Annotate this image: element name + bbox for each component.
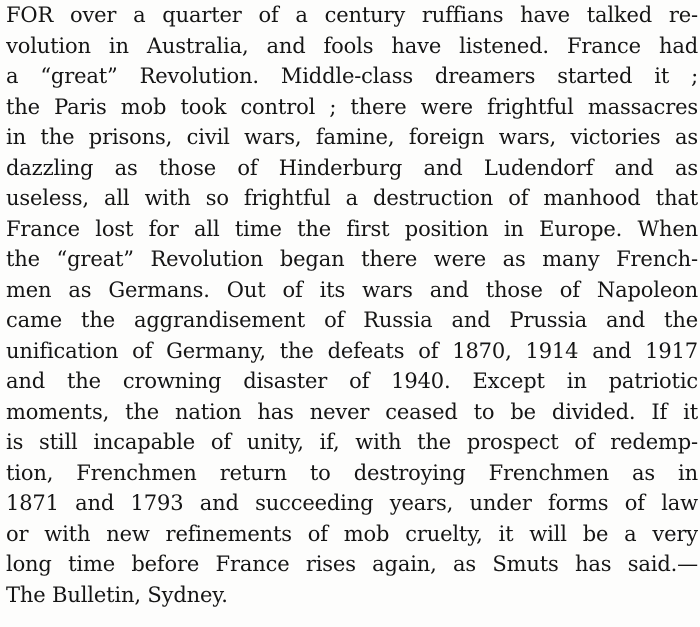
article-text (6, 0, 698, 610)
article-line: FOR over a quarter of a century ruffians have talked re- (6, 3, 698, 27)
article-line: unification of Germany, the defeats of 1870, 1914 and 1917 (6, 338, 698, 363)
article-line: a “great” Revolution. Middle-class dreamers started it ; (6, 64, 698, 88)
article-line: tion, Frenchmen return to destroying Frenchmen as in (6, 460, 698, 485)
article-source-line: The Bulletin, Sydney. (6, 582, 228, 607)
article-line: came the aggrandisement of Russia and Prussia and the (6, 308, 698, 332)
article-line: dazzling as those of Hinderburg and Ludendorf and as (6, 155, 698, 180)
article-line: moments, the nation has never ceased to be divided. If it (6, 399, 698, 424)
article-line: long time before France rises again, as Smuts has said.— (6, 552, 698, 576)
article-line: 1871 and 1793 and succeeding years, under forms of law (6, 491, 698, 515)
article-line: France lost for all time the first position in Europe. When (6, 216, 698, 241)
article-line: and the crowning disaster of 1940. Except in patriotic (6, 369, 698, 393)
article-line: in the prisons, civil wars, famine, foreign wars, victories as (6, 125, 698, 149)
article-line: the “great” Revolution began there were as many French- (6, 247, 698, 271)
article-line: or with new refinements of mob cruelty, it will be a very (6, 521, 698, 546)
article-line: the Paris mob took control ; there were frightful massacres (6, 94, 698, 119)
article-line: men as Germans. Out of its wars and those of Napoleon (6, 277, 698, 302)
article-line: volution in Australia, and fools have listened. France had (6, 33, 698, 58)
article-line: useless, all with so frightful a destruction of manhood that (6, 186, 698, 210)
article-line: is still incapable of unity, if, with the prospect of redemp- (6, 430, 698, 454)
